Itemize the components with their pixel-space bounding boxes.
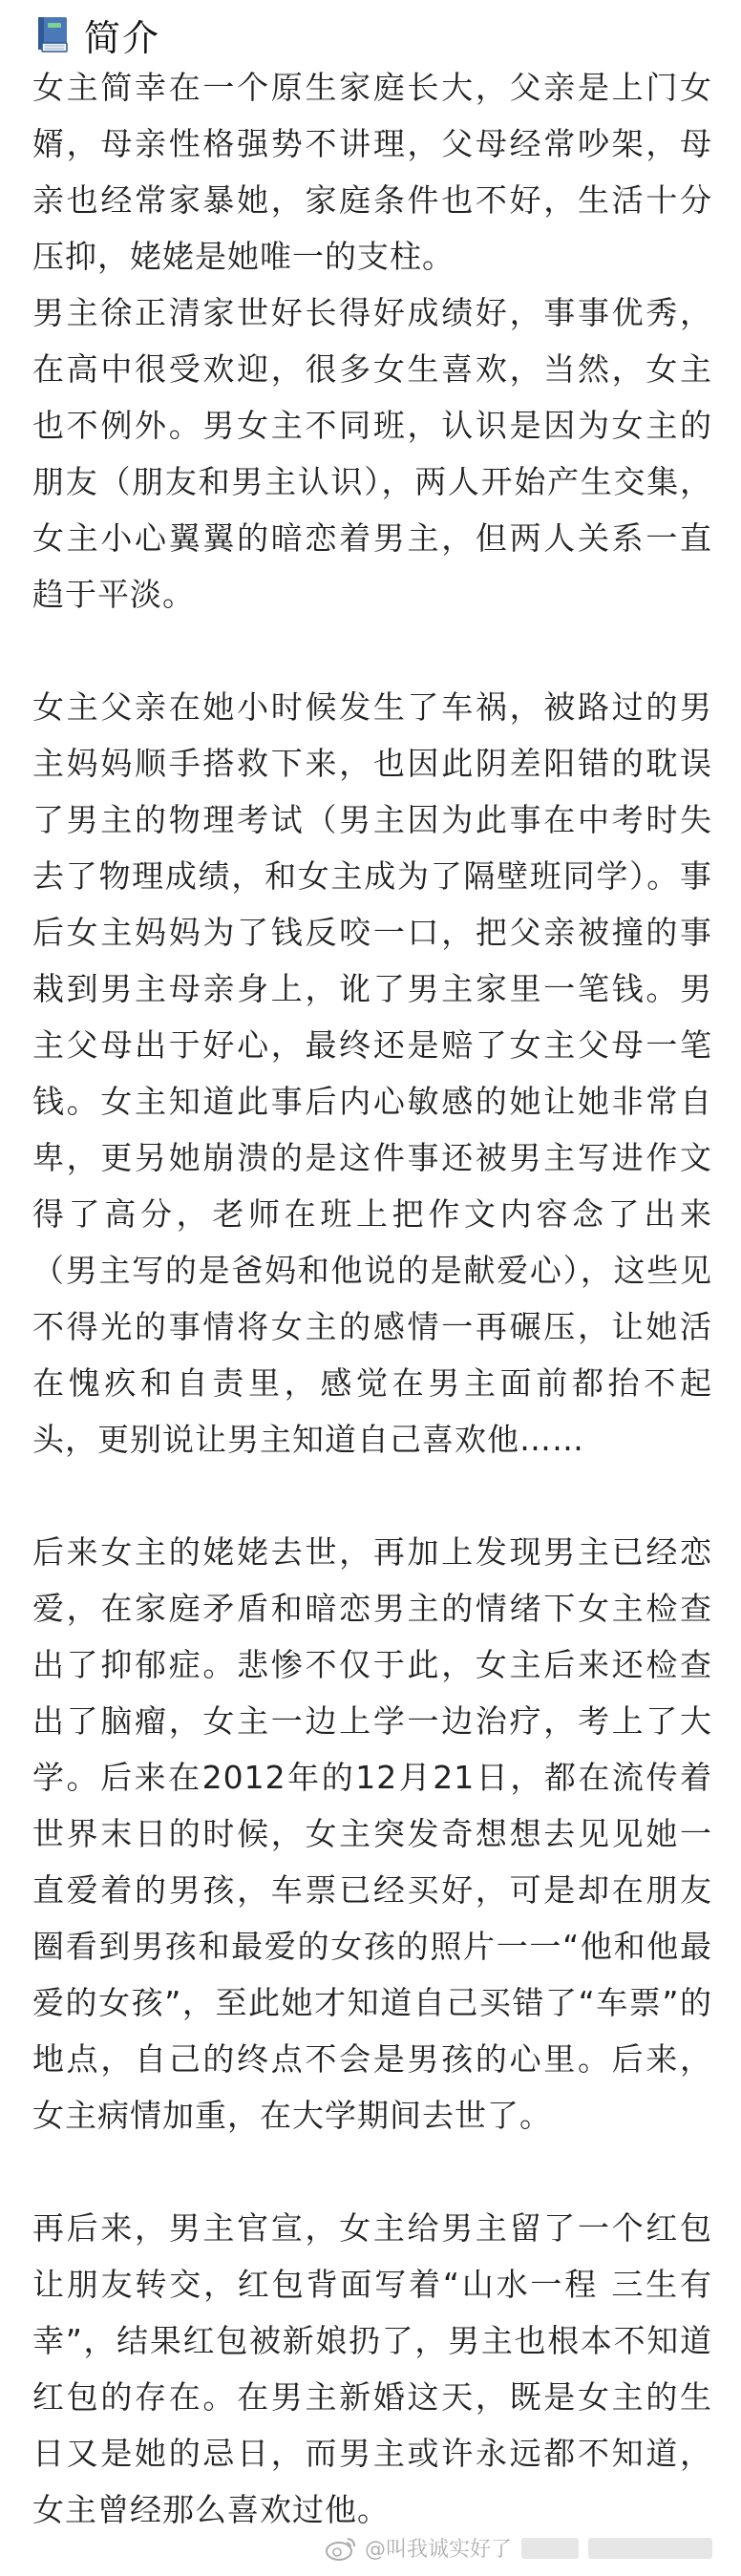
paragraph-gap	[32, 1467, 712, 1524]
paragraph-accident: 女主父亲在她小时候发生了车祸，被路过的男主妈妈顺手搭救下来，也因此阴差阳错的耽误了男主的物理考试（男主因为此事在中考时失去了物理成绩，和女主成为了隔壁班同学）。事后女主妈妈为了钱反咬一口，把父亲被撞的事栽到男主母亲身上，讹了男主家里一笔钱。男主父母出于好心，最终还是赔了女主父母一笔钱。女主知道此事后内心敏感的她让她非常自卑，更另她崩溃的是这件事还被男主写进作文得了高分，老师在班上把作文内容念了出来（男主写的是爸妈和他说的是献爱心），这些见不得光的事情将女主的感情一再碾压，让她活在愧疚和自责里，感觉在男主面前都抬不起头，更别说让男主知道自己喜欢他……	[32, 688, 712, 1458]
paragraph-illness: 后来女主的姥姥去世，再加上发现男主已经恋爱，在家庭矛盾和暗恋男主的情绪下女主检查出了抑郁症。悲惨不仅于此，女主后来还检查出了脑瘤，女主一边上学一边治疗，考上了大学。后来在2012年的12月21日，都在流传着世界末日的时候，女主突发奇想想去见见她一直爱着的男孩，车票已经买好，可是却在朋友圈看到男孩和最爱的女孩的照片一一“他和他最爱的女孩”，至此她才知道自己买错了“车票”的地点，自己的终点不会是男孩的心里。后来，女主病情加重，在大学期间去世了。	[32, 1533, 712, 2134]
paragraph-ending: 再后来，男主官宣，女主给男主留了一个红包让朋友转交，红包背面写着“山水一程 三生有幸”，结果红包被新娘扔了，男主也根本不知道红包的存在。在男主新婚这天，既是女主的生日又是她的忌日，而男主或许永远都不知道，女主曾经那么喜欢过他。	[32, 2209, 712, 2528]
watermark-handle: @叫我诚实好了	[364, 2538, 512, 2562]
page-title: 简介	[84, 16, 161, 59]
watermark-blur	[588, 2538, 712, 2559]
paragraph-intro: 女主简幸在一个原生家庭长大，父亲是上门女婿，母亲性格强势不讲理，父母经常吵架，母亲也经常家暴她，家庭条件也不好，生活十分压抑，姥姥是她唯一的支柱。	[32, 69, 712, 275]
paragraph-gap	[32, 2143, 712, 2200]
synopsis-article	[32, 59, 712, 2538]
book-icon	[32, 14, 73, 54]
paragraph-male-lead: 男主徐正清家世好长得好成绩好，事事优秀，在高中很受欢迎，很多女生喜欢，当然，女主也不例外。男女主不同班，认识是因为女主的朋友（朋友和男主认识），两人开始产生交集，女主小心翼翼的暗恋着男主，但两人关系一直趋于平淡。	[32, 294, 712, 613]
watermark-blur	[521, 2538, 579, 2559]
paragraph-gap	[32, 623, 712, 679]
weibo-watermark	[325, 2533, 712, 2563]
section-header	[32, 8, 160, 61]
weibo-logo-icon	[325, 2535, 357, 2562]
